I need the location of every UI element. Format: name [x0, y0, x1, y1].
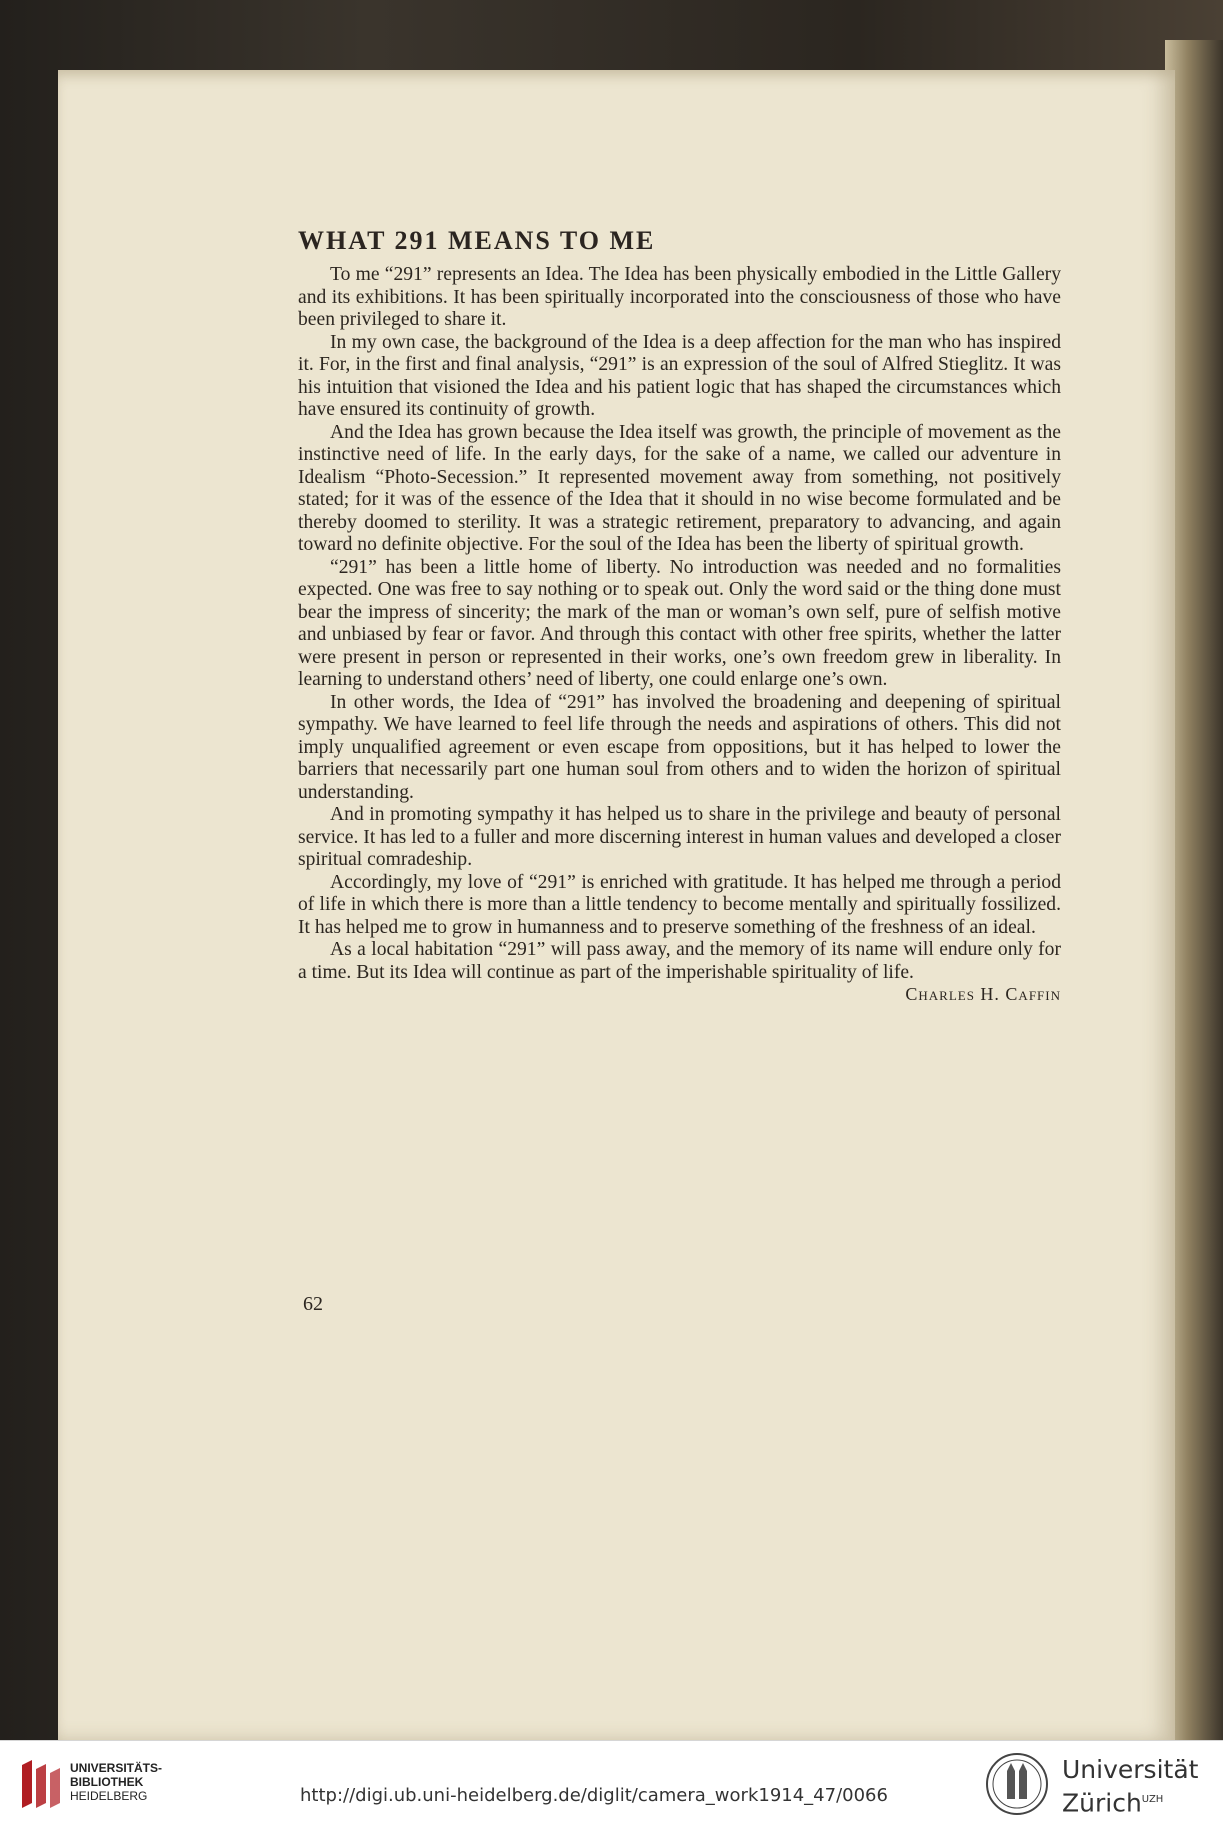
uzh-line-2	[1062, 1785, 1198, 1818]
uzh-line: Universität	[1062, 1755, 1199, 1784]
paragraph: And in promoting sympathy it has helped us to share in the privilege and beauty of personal service. It has led to a fuller and more discerning interest in human values and developed a closer spiritual comradeship.	[298, 804, 1061, 870]
author-signature: Charles H. Caffin	[905, 984, 1061, 1004]
paragraph: In my own case, the background of the Idea is a deep affection for the man who has inspired it. For, in the first and final analysis, “291” is an expression of the soul of Alfred Stieglitz. It was his intuition that visioned the Idea and his patient logic that has shaped the circumstances which have ensured its continuity of growth.	[298, 331, 1061, 420]
paragraph: Accordingly, my love of “291” is enriched with gratitude. It has helped me through a period of life in which there is more than a little tendency to become mentally and spiritually fossilized. It has helped me to grow in humanness and to preserve something of the freshness of an ideal.	[298, 871, 1061, 938]
uzh-city: Zürich	[1062, 1788, 1142, 1818]
uzh-seal-icon[interactable]	[985, 1751, 1049, 1817]
paragraph: “291” has been a little home of liberty. No introduction was needed and no formalities expected. One was free to say nothing or to speak out. Only the word said or the thing done must bear the impress of sincerity; the mark of the man or woman’s own self, pure of selfish motive and unbiased by fear or favor. And through this contact with other free spirits, whether the latter were present in person or represented in their works, one’s own freedom grew in liberality. In learning to understand others’ need of liberty, one could enlarge one’s own.	[298, 556, 1061, 690]
uzh-name	[1062, 1755, 1198, 1818]
ub-heidelberg-name	[70, 1761, 162, 1803]
permalink-url[interactable]: http://digi.ub.uni-heidelberg.de/diglit/camera_work1914_47/0066	[300, 1785, 888, 1806]
ub-line: BIBLIOTHEK	[70, 1775, 144, 1789]
ub-line: HEIDELBERG	[70, 1789, 148, 1803]
article	[298, 226, 1061, 1005]
paragraph: To me “291” represents an Idea. The Idea has been physically embodied in the Little Gallery and its exhibitions. It has been spiritually incorporated into the consciousness of those who have been privileged to share it.	[298, 264, 1061, 330]
viewer-footer	[0, 1740, 1223, 1827]
book-page	[58, 70, 1175, 1740]
uzh-superscript: UZH	[1141, 1794, 1164, 1805]
ub-line: UNIVERSITÄTS-	[70, 1761, 163, 1775]
paragraph: And the Idea has grown because the Idea itself was growth, the principle of movement as the instinctive need of life. In the early days, for the sake of a name, we called our adventure in Idealism “Photo-Secession.” It represented movement away from something, not positively stated; for it was of the essence of the Idea that it should in no wise become formulated and be thereby doomed to sterility. It was a strategic retirement, preparatory to advancing, and again toward no definite objective. For the soul of the Idea has been the liberty of spiritual growth.	[298, 421, 1061, 555]
article-title: WHAT 291 MEANS TO ME	[298, 226, 656, 255]
ub-heidelberg-logo-icon[interactable]	[18, 1759, 64, 1809]
paragraph: As a local habitation “291” will pass away, and the memory of its name will endure only for a time. But its Idea will continue as part of the imperishable spirituality of life.	[298, 939, 1061, 983]
paragraph: In other words, the Idea of “291” has involved the broadening and deepening of spiritual sympathy. We have learned to feel life through the needs and aspirations of others. This did not imply unqualified agreement or even escape from oppositions, but it has helped to lower the barriers that necessarily part one human soul from others and to widen the horizon of spiritual understanding.	[298, 691, 1061, 803]
page-number: 62	[303, 1293, 323, 1315]
